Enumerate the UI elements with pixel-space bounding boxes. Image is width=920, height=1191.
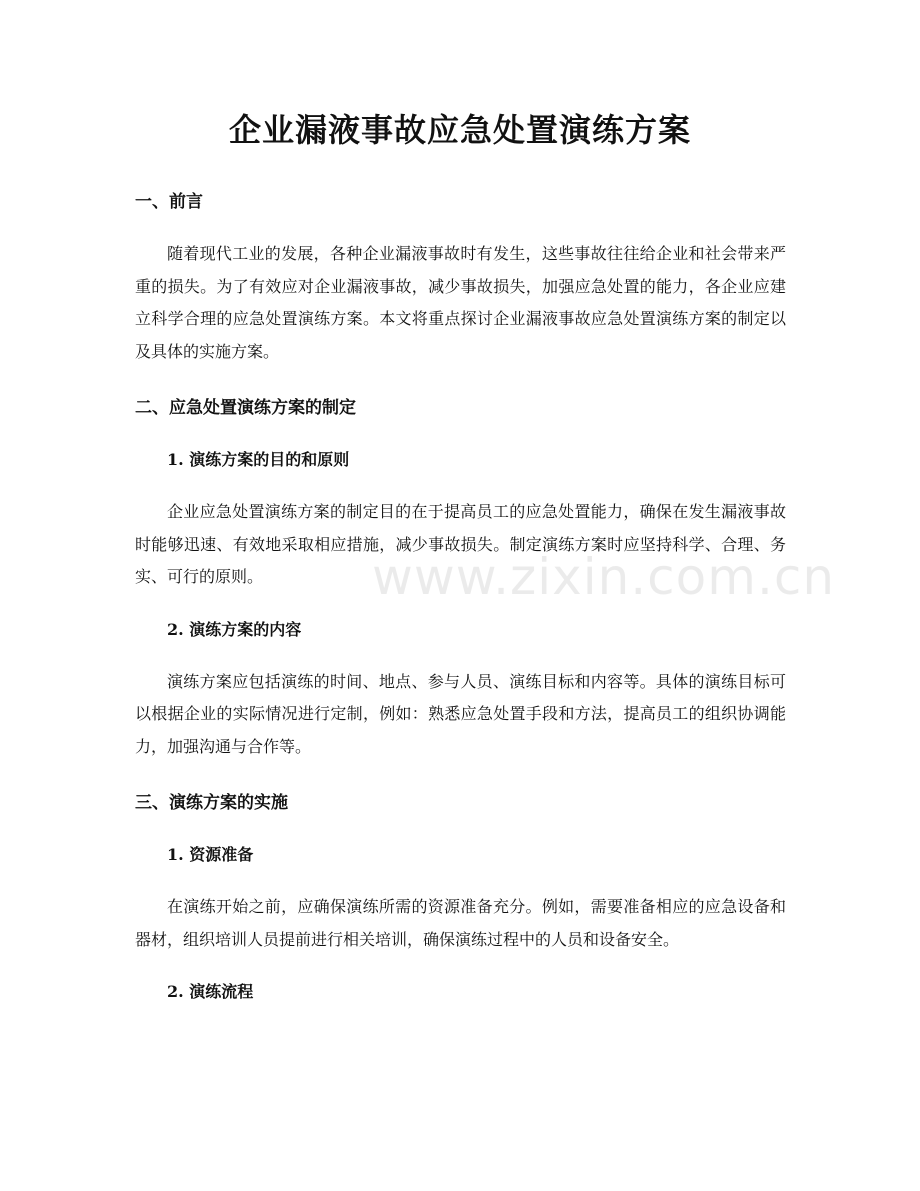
section-heading-plan-formulation: 二、应急处置演练方案的制定 <box>135 398 356 418</box>
document-title: 企业漏液事故应急处置演练方案 <box>228 111 691 149</box>
section-heading-implementation: 三、演练方案的实施 <box>135 793 288 813</box>
watermark: www.zixin.com.cn <box>372 548 836 606</box>
document-body <box>135 186 786 1008</box>
subsection-heading-resources: 1. 资源准备 <box>167 845 254 864</box>
section-heading-preface: 一、前言 <box>135 192 203 212</box>
subsection-heading-process: 2. 演练流程 <box>167 982 254 1001</box>
resources-paragraph: 在演练开始之前，应确保演练所需的资源准备充分。例如，需要准备相应的应急设备和器材，组织培训人员提前进行相关培训，确保演练过程中的人员和设备安全。 <box>135 897 786 949</box>
subsection-heading-content: 2. 演练方案的内容 <box>167 619 302 639</box>
content-paragraph: 演练方案应包括演练的时间、地点、参与人员、演练目标和内容等。具体的演练目标可以根据企业的实际情况进行定制，例如：熟悉应急处置手段和方法，提高员工的组织协调能力，加强沟通与合作等。 <box>135 671 786 756</box>
subsection-heading-purpose: 1. 演练方案的目的和原则 <box>167 450 350 469</box>
purpose-paragraph: 企业应急处置演练方案的制定目的在于提高员工的应急处置能力，确保在发生漏液事故时能够迅速、有效地采取相应措施，减少事故损失。制定演练方案时应坚持科学、合理、务实、可行的原则。 <box>135 502 786 586</box>
preface-paragraph: 随着现代工业的发展，各种企业漏液事故时有发生，这些事故往往给企业和社会带来严重的损失。为了有效应对企业漏液事故，减少事故损失，加强应急处置的能力，各企业应建立科学合理的应急处置演练方案。本文将重点探讨企业漏液事故应急处置演练方案的制定以及具体的实施方案。 <box>135 244 786 361</box>
